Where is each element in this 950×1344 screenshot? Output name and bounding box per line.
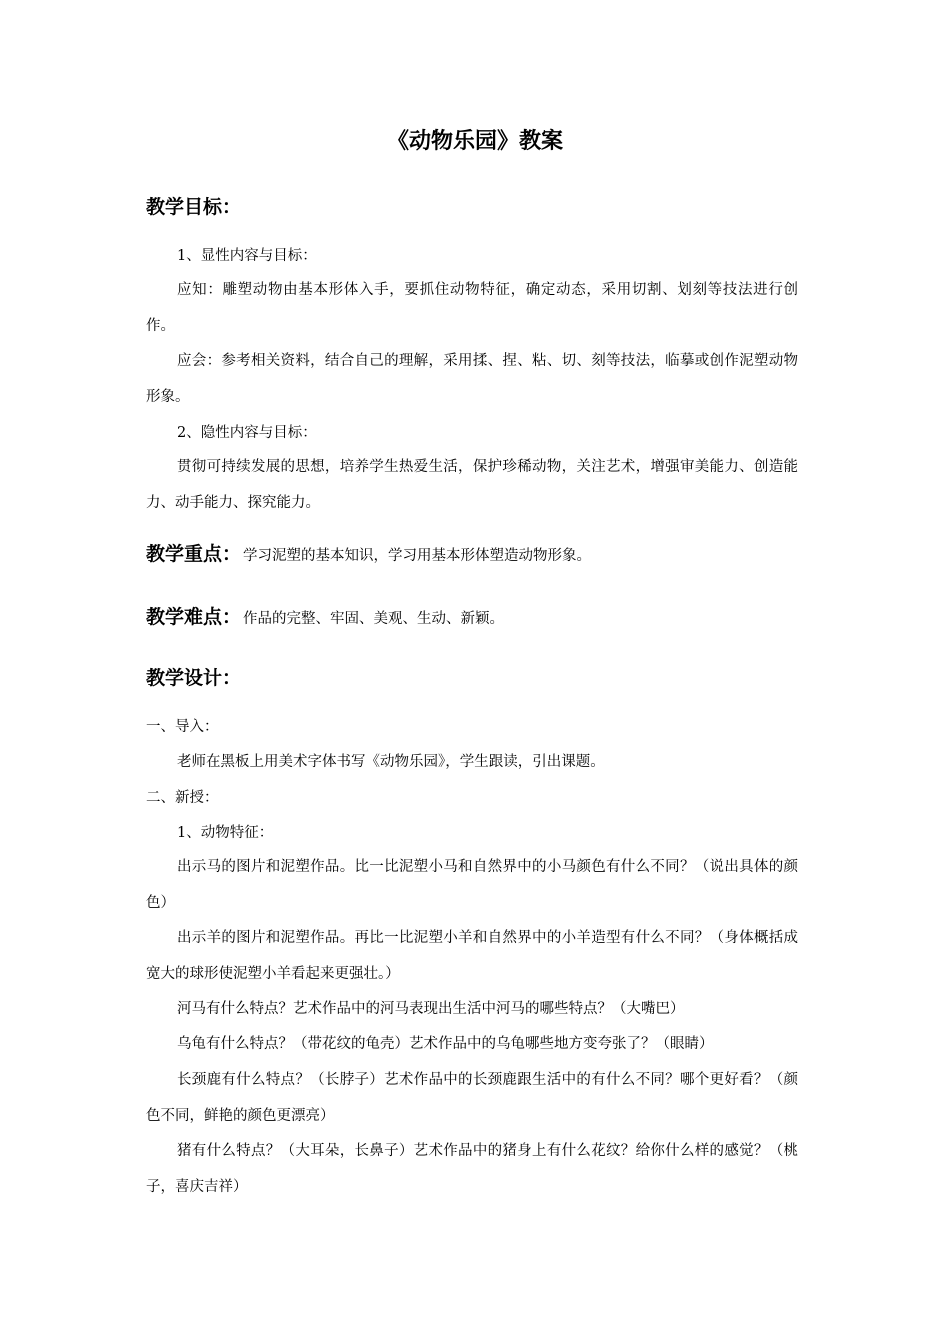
animal-features-label: 1、动物特征： — [177, 825, 274, 841]
know-paragraph: 应知：雕塑动物由基本形体入手，要抓住动物特征，确定动态，采用切割、划刻等技法进行创作。 — [146, 282, 798, 334]
design-heading: 教学设计： — [146, 667, 242, 689]
sheep-paragraph: 出示羊的图片和泥塑作品。再比一比泥塑小羊和自然界中的小羊造型有什么不同？（身体概括成宽大的球形使泥塑小羊看起来更强壮。） — [146, 930, 798, 982]
objectives-heading: 教学目标： — [146, 196, 242, 218]
difficulty-row — [146, 603, 504, 633]
pig-paragraph: 猪有什么特点？（大耳朵，长鼻子）艺术作品中的猪身上有什么花纹？给你什么样的感觉？（桃子，喜庆吉祥） — [146, 1143, 798, 1195]
key-point-text: 学习泥塑的基本知识，学习用基本形体塑造动物形象。 — [243, 548, 592, 564]
can-paragraph: 应会：参考相关资料，结合自己的理解，采用揉、捏、粘、切、刻等技法，临摹或创作泥塑动物形象。 — [146, 353, 798, 405]
difficulty-heading: 教学难点： — [146, 606, 242, 628]
new-lesson-label: 二、新授： — [146, 790, 219, 806]
key-point-row — [146, 540, 591, 570]
turtle-paragraph: 乌龟有什么特点？（带花纹的龟壳）艺术作品中的乌龟哪些地方变夸张了？（眼睛） — [177, 1036, 714, 1052]
intro-text: 老师在黑板上用美术字体书写《动物乐园》，学生跟读，引出课题。 — [177, 754, 605, 770]
hippo-paragraph: 河马有什么特点？艺术作品中的河马表现出生活中河马的哪些特点？（大嘴巴） — [177, 1001, 685, 1017]
intro-label: 一、导入： — [146, 719, 219, 735]
key-point-heading: 教学重点： — [146, 543, 242, 565]
implicit-goals-paragraph: 贯彻可持续发展的思想，培养学生热爱生活，保护珍稀动物，关注艺术，增强审美能力、创造能力、动手能力、探究能力。 — [146, 459, 798, 511]
document-title: 《动物乐园》教案 — [386, 129, 563, 154]
implicit-goals-label: 2、隐性内容与目标： — [177, 425, 317, 441]
explicit-goals-label: 1、显性内容与目标： — [177, 248, 317, 264]
difficulty-text: 作品的完整、牢固、美观、生动、新颖。 — [243, 611, 505, 627]
giraffe-paragraph: 长颈鹿有什么特点？（长脖子）艺术作品中的长颈鹿跟生活中的有什么不同？哪个更好看？（颜色不同，鲜艳的颜色更漂亮） — [146, 1072, 798, 1124]
horse-paragraph: 出示马的图片和泥塑作品。比一比泥塑小马和自然界中的小马颜色有什么不同？（说出具体的颜色） — [146, 859, 798, 911]
